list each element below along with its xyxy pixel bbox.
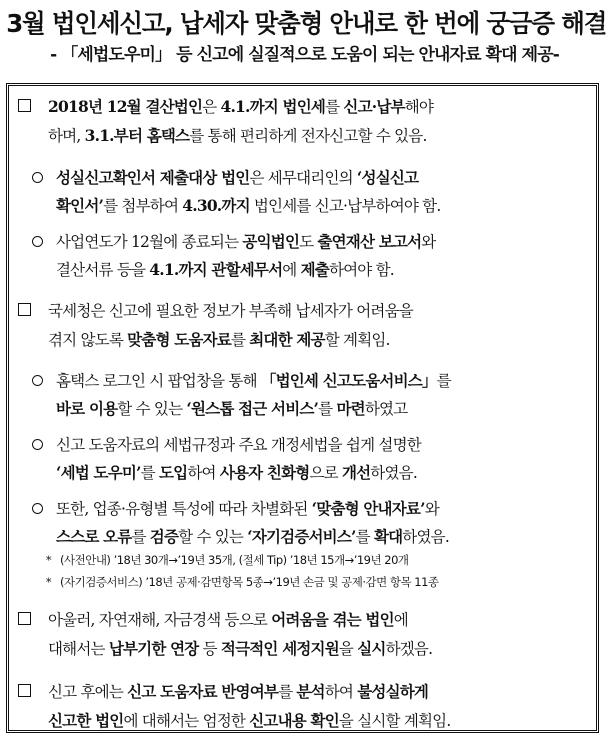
text-run: 대해서는 xyxy=(48,640,109,658)
text-run: 또한, 업종·유형별 특성에 따라 차별화된 xyxy=(56,500,312,518)
square-bullet-icon xyxy=(18,99,31,112)
bold-text-run: 맞춤형 도움자료 xyxy=(127,330,231,349)
text-run: 법인세를 신고·납부하여야 함. xyxy=(249,197,441,215)
text-run: 를 xyxy=(230,331,250,349)
bold-text-run: ‘자기검증서비스’ xyxy=(247,527,356,546)
section1-item2-line1 xyxy=(56,230,435,252)
bold-text-run: 마련 xyxy=(336,399,365,418)
section2-line2 xyxy=(48,328,390,350)
text-run: 를 xyxy=(355,528,374,546)
section1-line1 xyxy=(48,95,433,117)
text-run: 에 xyxy=(282,261,301,279)
text-run: 등 xyxy=(198,640,221,658)
bold-text-run: 신고·납부 xyxy=(343,97,405,116)
bold-text-run: 적극적인 세정지원 xyxy=(220,639,339,658)
footnote-mark: * xyxy=(46,554,51,567)
text-run: 아울러, 자연재해, 자금경색 등으로 xyxy=(48,611,272,629)
text-run: 을 xyxy=(338,640,358,658)
bold-text-run: 분석 xyxy=(296,682,325,701)
section2-item2-line1 xyxy=(56,433,421,455)
section1-line2 xyxy=(48,124,427,146)
section1-item1-line1 xyxy=(56,166,418,188)
text-run: 겪지 않도록 xyxy=(48,331,128,349)
text-run: 으로 xyxy=(309,464,342,482)
text-run: 하며, xyxy=(48,127,85,145)
text-run: 사업연도가 12월에 종료되는 xyxy=(56,233,243,251)
text-run: 할 계획임. xyxy=(324,331,390,349)
text-run: 를 첨부하여 xyxy=(103,197,183,215)
text-run: 에 xyxy=(393,611,408,629)
bold-text-run: ‘세법 도우미’ xyxy=(56,463,141,482)
bold-text-run: 제출 xyxy=(300,260,329,279)
text-run: 결산서류 등을 xyxy=(56,261,150,279)
text-run: 은 세무대리인의 xyxy=(249,169,357,187)
section3-line1 xyxy=(48,608,408,630)
bold-text-run: 실시 xyxy=(357,639,386,658)
bold-text-run: ‘원스톱 접근 서비스’ xyxy=(186,399,319,418)
section4-line2 xyxy=(48,709,450,731)
bold-text-run: 스스로 오류 xyxy=(56,527,132,546)
text-run: 하여야 함. xyxy=(328,261,394,279)
bold-text-run: 3.1.부터 홈택스 xyxy=(84,126,190,145)
bold-text-run: 4.1.까지 관할세무서 xyxy=(149,260,283,279)
bold-text-run: 신고 도움자료 반영여부 xyxy=(127,682,279,701)
bold-text-run: 최대한 제공 xyxy=(249,330,325,349)
text-run: 하여 xyxy=(324,683,358,701)
bold-text-run: 출연재산 보고서 xyxy=(317,232,422,251)
text-run: 할 수 있는 xyxy=(178,528,248,546)
title-text: 3월 법인세신고, 납세자 맞춤형 안내로 한 번에 궁금증 해결 xyxy=(6,9,607,38)
section2-item3-line2 xyxy=(56,525,449,547)
text-run: 와 xyxy=(424,500,439,518)
section2-line1 xyxy=(48,299,413,321)
bold-text-run: 도입 xyxy=(158,463,188,482)
title-text: - 「세법도우미」 등 신고에 실질적으로 도움이 되는 안내자료 확대 제공- xyxy=(50,45,559,65)
bold-text-run: 성실신고확인서 제출대상 법인 xyxy=(56,168,250,187)
bold-text-run: 사용자 친화형 xyxy=(219,463,310,482)
section1-item2-line2 xyxy=(56,258,394,280)
text-run: 은 xyxy=(202,98,221,116)
bold-text-run: 확인서’ xyxy=(56,196,104,215)
text-run: 를 xyxy=(131,528,150,546)
section2-item1-line1 xyxy=(56,369,451,391)
text-run: 에 대해서는 엄정한 xyxy=(123,712,250,730)
text-run: 와 xyxy=(421,233,436,251)
footnote-1: (사전안내) ’18년 30개→’19년 35개, (절세 Tip) ’18년 15개→’19년 20개 xyxy=(60,553,409,567)
circle-bullet-icon xyxy=(32,439,43,450)
text-run: 하였고 xyxy=(364,400,408,418)
bold-text-run: 개선 xyxy=(341,463,371,482)
bold-text-run: 바로 이용 xyxy=(56,399,118,418)
text-run: 를 xyxy=(278,683,297,701)
text-run: 홈택스 로그인 시 팝업창을 통해 xyxy=(56,372,261,390)
text-run: 하여 xyxy=(187,464,220,482)
bold-text-run: 4.30.까지 xyxy=(182,196,250,215)
bold-text-run: 어려움을 겪는 법인 xyxy=(271,610,394,629)
section3-line2 xyxy=(48,637,432,659)
footnote-2: (자기검증서비스) ’18년 공제·감면항목 5종→’19년 손금 및 공제·감면 항목 11종 xyxy=(60,575,439,589)
section2-item1-line2 xyxy=(56,397,407,419)
bold-text-run: 불성실하게 xyxy=(357,682,429,701)
bold-text-run: 4.1.까지 법인세 xyxy=(220,97,326,116)
text-run: 를 xyxy=(318,400,337,418)
bold-text-run: ‘성실신고 xyxy=(356,168,419,187)
square-bullet-icon xyxy=(18,303,31,316)
bold-text-run: 신고한 법인 xyxy=(48,711,124,730)
text-run: 해야 xyxy=(404,98,434,116)
bold-text-run: 검증 xyxy=(149,527,179,546)
square-bullet-icon xyxy=(18,612,31,625)
text-run: 를 xyxy=(140,464,159,482)
section2-item3-line1 xyxy=(56,497,439,519)
bold-text-run: 신고내용 확인 xyxy=(249,711,339,730)
bold-text-run: 납부기한 연장 xyxy=(108,639,199,658)
square-bullet-icon xyxy=(18,684,31,697)
text-run: 하였음. xyxy=(402,528,449,546)
circle-bullet-icon xyxy=(32,503,43,514)
circle-bullet-icon xyxy=(32,172,43,183)
bold-text-run: 「법인세 신고도움서비스」 xyxy=(260,371,437,390)
text-run: 를 xyxy=(436,372,451,390)
section4-line1 xyxy=(48,680,428,702)
text-run: 을 실시할 계획임. xyxy=(338,712,451,730)
text-run: 신고 도움자료의 세법규정과 주요 개정세법을 쉽게 설명한 xyxy=(56,436,421,454)
text-run: 를 통해 편리하게 전자신고할 수 있음. xyxy=(189,127,427,145)
section2-item2-line2 xyxy=(56,461,417,483)
text-run: 도 xyxy=(299,233,318,251)
text-run: 하겠음. xyxy=(385,640,433,658)
bold-text-run: 2018년 12월 결산법인 xyxy=(48,97,203,116)
text-run: 국세청은 신고에 필요한 정보가 부족해 납세자가 어려움을 xyxy=(48,302,413,320)
bold-text-run: 확대 xyxy=(373,527,403,546)
circle-bullet-icon xyxy=(32,375,43,386)
text-run: 를 xyxy=(325,98,344,116)
bold-text-run: 공익법인 xyxy=(242,232,300,251)
circle-bullet-icon xyxy=(32,236,43,247)
text-run: 하였음. xyxy=(370,464,417,482)
bold-text-run: ‘맞춤형 안내자료’ xyxy=(311,499,425,518)
section1-item1-line2 xyxy=(56,194,440,216)
text-run: 할 수 있는 xyxy=(117,400,187,418)
text-run: 신고 후에는 xyxy=(48,683,128,701)
footnote-mark: * xyxy=(46,576,51,589)
